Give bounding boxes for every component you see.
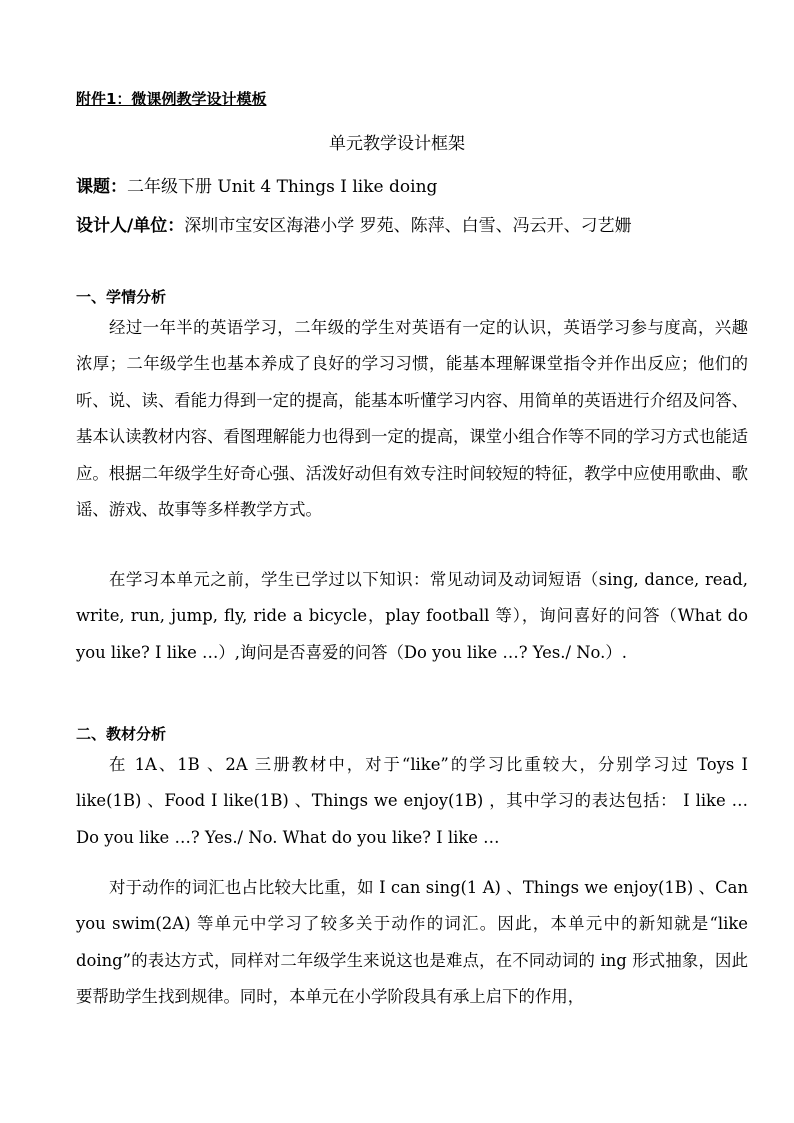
paragraph: 经过一年半的英语学习，二年级的学生对英语有一定的认识，英语学习参与度高，兴趣浓厚；二年级学生也基本养成了良好的学习习惯，能基本理解课堂指令并作出反应；他们的听、说、读、看能力得到一定的提高，能基本听懂学习内容、用简单的英语进行介绍及问答、基本认读教材内容、看图理解能力也得到一定的提高，课堂小组合作等不同的学习方式也能适应。根据二年级学生好奇心强、活泼好动但有效专注时间较短的特征，教学中应使用歌曲、歌谣、游戏、故事等多样教学方式。 — [76, 318, 749, 520]
section-heading-textbook-analysis: 二、教材分析 — [76, 725, 167, 743]
paragraph: 对于动作的词汇也占比较大比重，如 I can sing(1 A) 、Things we enjoy(1B) 、Can you swim(2A) 等单元中学习了较多关于动作的词汇。因此，本单元中的新知就是“like doing”的表达方式，同样对二年级学生来说这也是难点，在不同动词的 ing 形式抽象，因此要帮助学生找到规律。同时，本单元在小学阶段具有承上启下的作用， — [76, 878, 748, 1007]
topic-line — [76, 172, 437, 197]
topic-label: 课题： — [76, 177, 127, 197]
designer-value: 深圳市宝安区海港小学 罗苑、陈萍、白雪、冯云开、刁艺姗 — [184, 216, 632, 236]
attachment-label: 附件1：微课例教学设计模板 — [76, 90, 267, 108]
page-title: 单元教学设计框架 — [329, 134, 465, 154]
designer-label: 设计人/单位： — [76, 216, 185, 236]
designer-line — [76, 211, 632, 236]
topic-value: 二年级下册 Unit 4 Things I like doing — [127, 177, 438, 197]
paragraph: 在 1A、1B 、2A 三册教材中，对于“like”的学习比重较大，分别学习过 Toys I like(1B) 、Food I like(1B) 、Things we enjoy(1B) ，其中学习的表达包括： I like … Do you like …? Yes./ No. What do you like? I like … — [76, 755, 748, 847]
paragraph: 在学习本单元之前，学生已学过以下知识：常见动词及动词短语（sing, dance, read, write, run, jump, fly, ride a bicycle，play football 等），询问喜好的问答（What do you like? I like …）,询问是否喜爱的问答（Do you like …? Yes./ No.）. — [76, 570, 748, 662]
section-heading-learner-analysis: 一、学情分析 — [76, 288, 167, 306]
